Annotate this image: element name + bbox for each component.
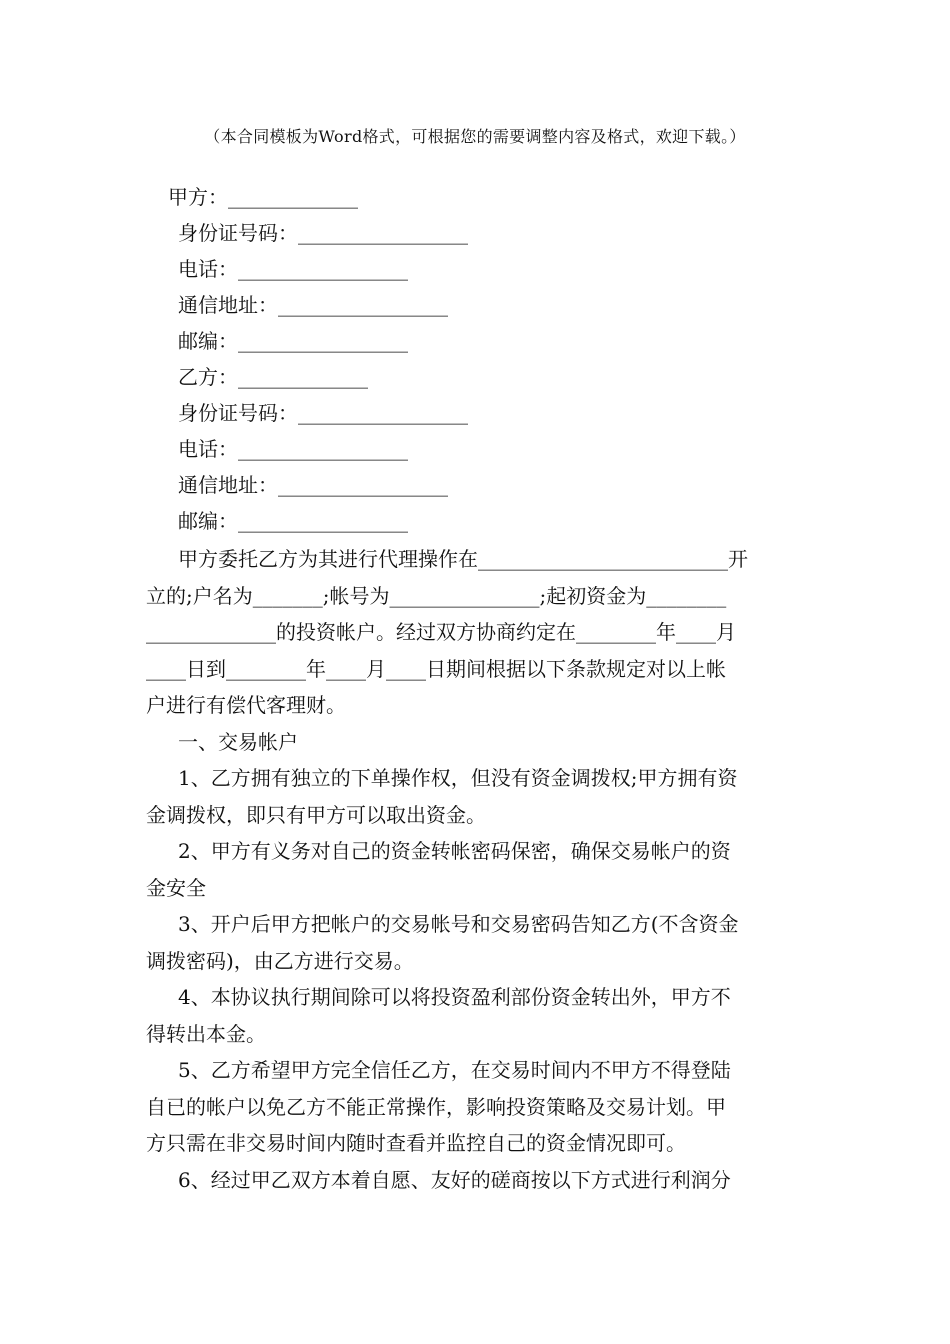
field-blank: _________________	[278, 473, 448, 497]
party-a-phone-field	[178, 256, 408, 282]
clause-line: 6、经过甲乙双方本着自愿、友好的磋商按以下方式进行利润分	[178, 1167, 731, 1192]
body-line: 户进行有偿代客理财。	[146, 693, 346, 717]
contract-body	[146, 541, 806, 1198]
clause-line: 2、甲方有义务对自己的资金转帐密码保密，确保交易帐户的资	[178, 839, 731, 863]
party-b-address-field	[178, 472, 448, 498]
field-blank: _____________	[228, 185, 358, 209]
body-line: 甲方委托乙方为其进行代理操作在_________________________开	[178, 547, 748, 571]
party-a-id-field	[178, 220, 468, 246]
clause-line: 金安全	[146, 875, 206, 900]
field-blank: _________________	[238, 509, 408, 533]
clause-line: 金调拨权，即只有甲方可以取出资金。	[146, 802, 486, 827]
clause-line: 5、乙方希望甲方完全信任乙方，在交易时间内不甲方不得登陆	[178, 1058, 731, 1082]
field-blank: _________________	[278, 293, 448, 317]
party-b-id-field	[178, 400, 468, 426]
field-blank: _________________	[238, 437, 408, 461]
field-blank: _________________	[238, 329, 408, 353]
field-blank: _____________	[238, 365, 368, 389]
field-label: 乙方：	[178, 365, 238, 389]
template-note: （本合同模板为Word格式，可根据您的需要调整内容及格式，欢迎下载。）	[204, 127, 746, 146]
field-label: 邮编：	[178, 329, 238, 353]
field-blank: _________________	[298, 221, 468, 245]
party-a-field	[168, 184, 358, 210]
section-heading: 一、交易帐户	[178, 729, 298, 754]
clause-line: 1、乙方拥有独立的下单操作权，但没有资金调拨权;甲方拥有资	[178, 766, 738, 790]
field-label: 电话：	[178, 437, 238, 461]
body-line: 立的;户名为_______;帐号为_______________;起初资金为________	[146, 583, 727, 608]
field-label: 身份证号码：	[178, 401, 298, 425]
field-label: 通信地址：	[178, 293, 278, 317]
field-label: 身份证号码：	[178, 221, 298, 245]
clause-line: 自已的帐户以免乙方不能正常操作，影响投资策略及交易计划。甲	[146, 1094, 726, 1119]
field-label: 甲方：	[168, 185, 228, 209]
field-blank: _________________	[238, 257, 408, 281]
party-a-address-field	[178, 292, 448, 318]
clause-line: 方只需在非交易时间内随时查看并监控自己的资金情况即可。	[146, 1131, 686, 1155]
party-a-postcode-field	[178, 328, 408, 354]
field-label: 邮编：	[178, 509, 238, 533]
party-b-field	[178, 364, 368, 390]
field-blank: _________________	[298, 401, 468, 425]
body-line: _____________的投资帐户。经过双方协商约定在________年____月	[146, 620, 736, 644]
field-label: 通信地址：	[178, 473, 278, 497]
clause-line: 得转出本金。	[146, 1021, 266, 1046]
clause-line: 调拨密码)，由乙方进行交易。	[146, 948, 414, 973]
clause-line: 4、本协议执行期间除可以将投资盈利部份资金转出外，甲方不	[178, 985, 731, 1009]
field-label: 电话：	[178, 257, 238, 281]
party-b-postcode-field	[178, 508, 408, 534]
party-b-phone-field	[178, 436, 408, 462]
clause-line: 3、开户后甲方把帐户的交易帐号和交易密码告知乙方(不含资金	[178, 912, 739, 936]
body-line: ____日到________年____月____日期间根据以下条款规定对以上帐	[146, 656, 726, 681]
